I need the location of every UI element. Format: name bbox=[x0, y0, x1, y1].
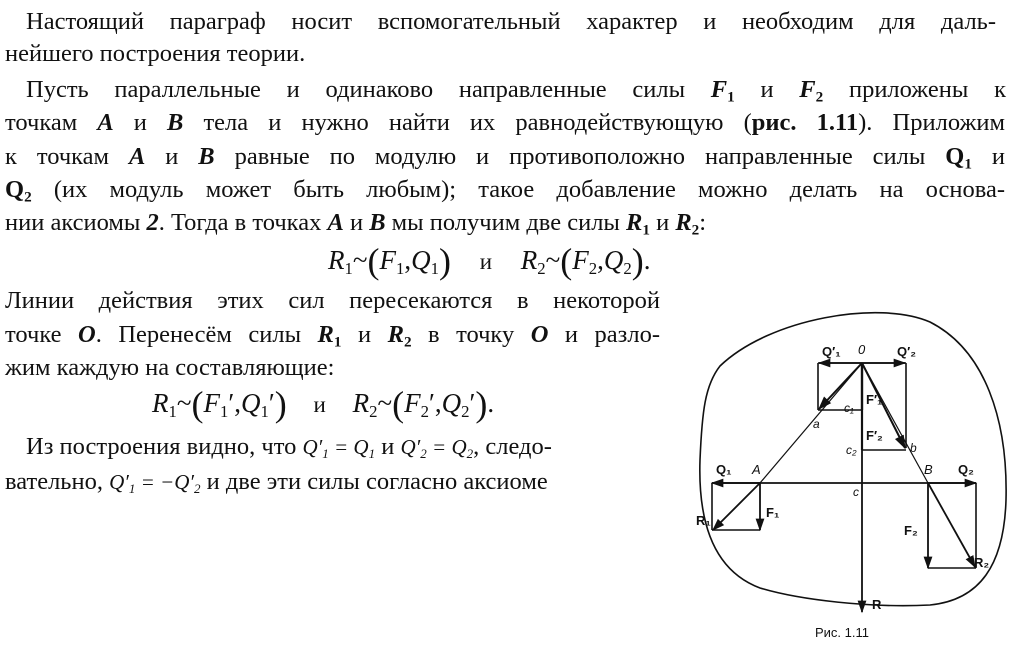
label-R2: R₂ bbox=[974, 555, 990, 570]
label-R1: R₁ bbox=[696, 513, 711, 528]
R1p-arrow bbox=[819, 363, 862, 409]
label-F1: F₁ bbox=[766, 505, 780, 520]
paragraph-4-line-2: вательно, $Q'_1 = -Q'_2$ и две эти силы согласно аксиоме bbox=[5, 468, 548, 496]
figure-1-11 bbox=[680, 296, 1010, 645]
R1-arrow bbox=[713, 483, 760, 530]
paragraph-2-line-4: $Q_2$ (их модуль может быть любым); такое добавление можно делать на основа- bbox=[5, 176, 1005, 206]
figure-caption: Рис. 1.11 bbox=[815, 625, 869, 640]
label-c1: c₁ bbox=[844, 401, 854, 415]
paragraph-3-line-3: жим каждую на составляющие: bbox=[5, 354, 335, 381]
label-O: 0 bbox=[858, 342, 866, 357]
label-c2: c₂ bbox=[846, 443, 857, 457]
label-F1p: F′₁ bbox=[866, 392, 883, 407]
label-A: A bbox=[752, 462, 761, 477]
paragraph-2-line-5: нии аксиомы 2. Тогда в точках A и B мы получим две силы $R_1$ и $R_2$: bbox=[5, 209, 707, 239]
paragraph-3-line-2: точке O. Перенесём силы $R_1$ и $R_2$ в точку O и разло- bbox=[5, 321, 660, 351]
label-Q2p: Q′₂ bbox=[897, 344, 917, 359]
formula-decomposition: $R_1\sim(F_1',Q_1')$ и $R_2\sim(F_2',Q_2')$. bbox=[152, 384, 495, 424]
label-Q1: Q₁ bbox=[716, 462, 732, 477]
paragraph-2-line-2: точкам A и B тела и нужно найти их равнодействующую (рис. 1.11). Приложим bbox=[5, 109, 1005, 136]
paragraph-3-line-1: Линии действия этих сил пересекаются в некоторой bbox=[5, 287, 660, 314]
paragraph-1-line-2: нейшего построения теории. bbox=[5, 40, 306, 67]
label-b: b bbox=[910, 441, 917, 455]
line-A-O bbox=[760, 363, 862, 483]
R2-arrow bbox=[928, 483, 975, 567]
figure-reference: рис. 1.11 bbox=[751, 109, 859, 136]
paragraph-2-line-3: к точкам A и B равные по модулю и противоположно направленные силы $Q_1$ и bbox=[5, 143, 1005, 173]
paragraph-1-line-1: Настоящий параграф носит вспомогательный характер и необходим для даль- bbox=[26, 8, 996, 35]
label-a: a bbox=[813, 417, 820, 431]
body-outline bbox=[700, 313, 1006, 606]
label-B: B bbox=[924, 462, 933, 477]
label-F2p: F′₂ bbox=[866, 428, 883, 443]
paragraph-2-line-1: Пусть параллельные и одинаково направленные силы $F_1$ и $F_2$ приложены к bbox=[26, 76, 1006, 106]
formula-resultants: $R_1\sim(F_1,Q_1)$ и $R_2\sim(F_2,Q_2)$. bbox=[328, 241, 651, 281]
paragraph-4-line-1: Из построения видно, что $Q'_1 = Q_1$ и $Q'_2 = Q_2$, следо- bbox=[26, 433, 552, 461]
label-Q1p: Q′₁ bbox=[822, 344, 841, 359]
label-Q2: Q₂ bbox=[958, 462, 974, 477]
label-F2: F₂ bbox=[904, 523, 918, 538]
label-R: R bbox=[872, 597, 882, 612]
label-c: c bbox=[853, 485, 859, 499]
